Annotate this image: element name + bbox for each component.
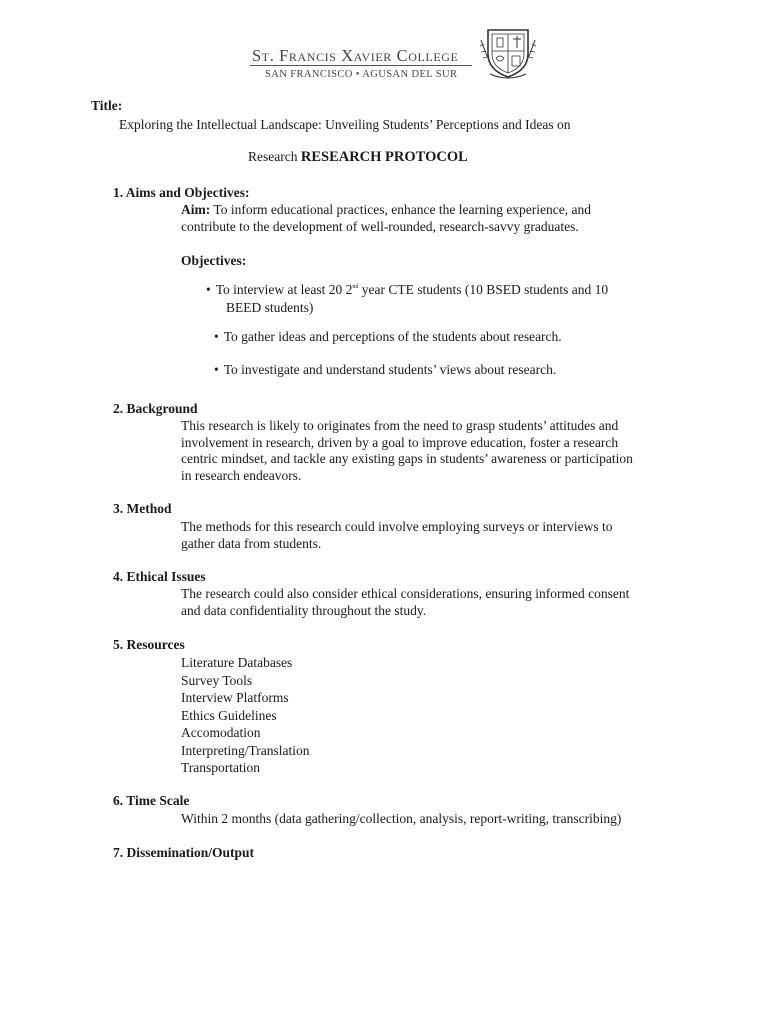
section-aims-heading: 1. Aims and Objectives: [113, 185, 250, 200]
title-text: Exploring the Intellectual Landscape: Unveiling Students’ Perceptions and Ideas on [119, 117, 571, 132]
paragraph-line: This research is likely to originates from the need to grasp students’ attitudes and [181, 418, 619, 433]
resource-item: Transportation [181, 760, 261, 775]
document-type-heading: RESEARCH PROTOCOL [300, 149, 468, 165]
bullet-icon: • [214, 329, 219, 344]
bullet-icon: • [206, 282, 211, 297]
section-background-heading: 2. Background [113, 401, 198, 416]
section-dissemination-heading: 7. Dissemination/Output [113, 845, 255, 860]
college-name: St. Francis Xavier College [252, 46, 459, 65]
bullet-icon: • [214, 362, 219, 377]
paragraph-line: The research could also consider ethical considerations, ensuring informed consent [181, 586, 630, 601]
resource-item: Interpreting/Translation [181, 742, 310, 758]
section-ethical-heading: 4. Ethical Issues [113, 569, 206, 584]
objective-item: • To interview at least 20 2nd year CTE students (10 BSED students and 10 [206, 282, 609, 297]
resource-item: Survey Tools [181, 672, 253, 688]
paragraph-line: Within 2 months (data gathering/collection, analysis, report-writing, transcribing) [181, 811, 622, 826]
objective-item-continued: BEED students) [226, 300, 314, 315]
title-text-line2 [248, 149, 468, 166]
section-resources-heading: 5. Resources [113, 637, 185, 652]
paragraph-line: in research endeavors. [181, 467, 302, 483]
paragraph-line: and data confidentiality throughout the study. [181, 602, 427, 618]
aim-paragraph [181, 202, 671, 235]
aim-text-line: To inform educational practices, enhance the learning experience, and [213, 202, 592, 217]
objective-item: • To investigate and understand students’ views about research. [214, 362, 557, 377]
resource-item: Literature Databases [181, 655, 293, 670]
aim-text-line: contribute to the development of well-rounded, research-savvy graduates. [181, 218, 579, 234]
section-method-heading: 3. Method [113, 501, 172, 516]
college-location: SAN FRANCISCO • AGUSAN DEL SUR [265, 69, 458, 80]
section-time-scale-heading: 6. Time Scale [113, 793, 190, 808]
time-scale-text [181, 811, 671, 828]
title-label: Title: [91, 98, 123, 113]
objective-item: • To gather ideas and perceptions of the students about research. [214, 329, 562, 344]
ethical-paragraph [181, 586, 671, 619]
paragraph-line: gather data from students. [181, 535, 322, 551]
aim-label: Aim: [181, 202, 211, 217]
method-paragraph [181, 519, 671, 552]
paragraph-line: involvement in research, driven by a goal to improve education, foster a research [181, 434, 619, 450]
resource-item: Accomodation [181, 725, 261, 740]
header-divider [250, 65, 472, 66]
resource-item: Ethics Guidelines [181, 707, 277, 723]
paragraph-line: centric mindset, and tackle any existing gaps in students’ awareness or participation [181, 451, 633, 466]
resource-item: Interview Platforms [181, 690, 289, 705]
background-paragraph [181, 418, 671, 484]
objectives-label: Objectives: [181, 253, 247, 268]
paragraph-line: The methods for this research could involve employing surveys or interviews to [181, 519, 613, 534]
resources-list [181, 654, 671, 777]
college-seal-icon [478, 24, 538, 80]
title-text-continued: Research [248, 149, 298, 164]
